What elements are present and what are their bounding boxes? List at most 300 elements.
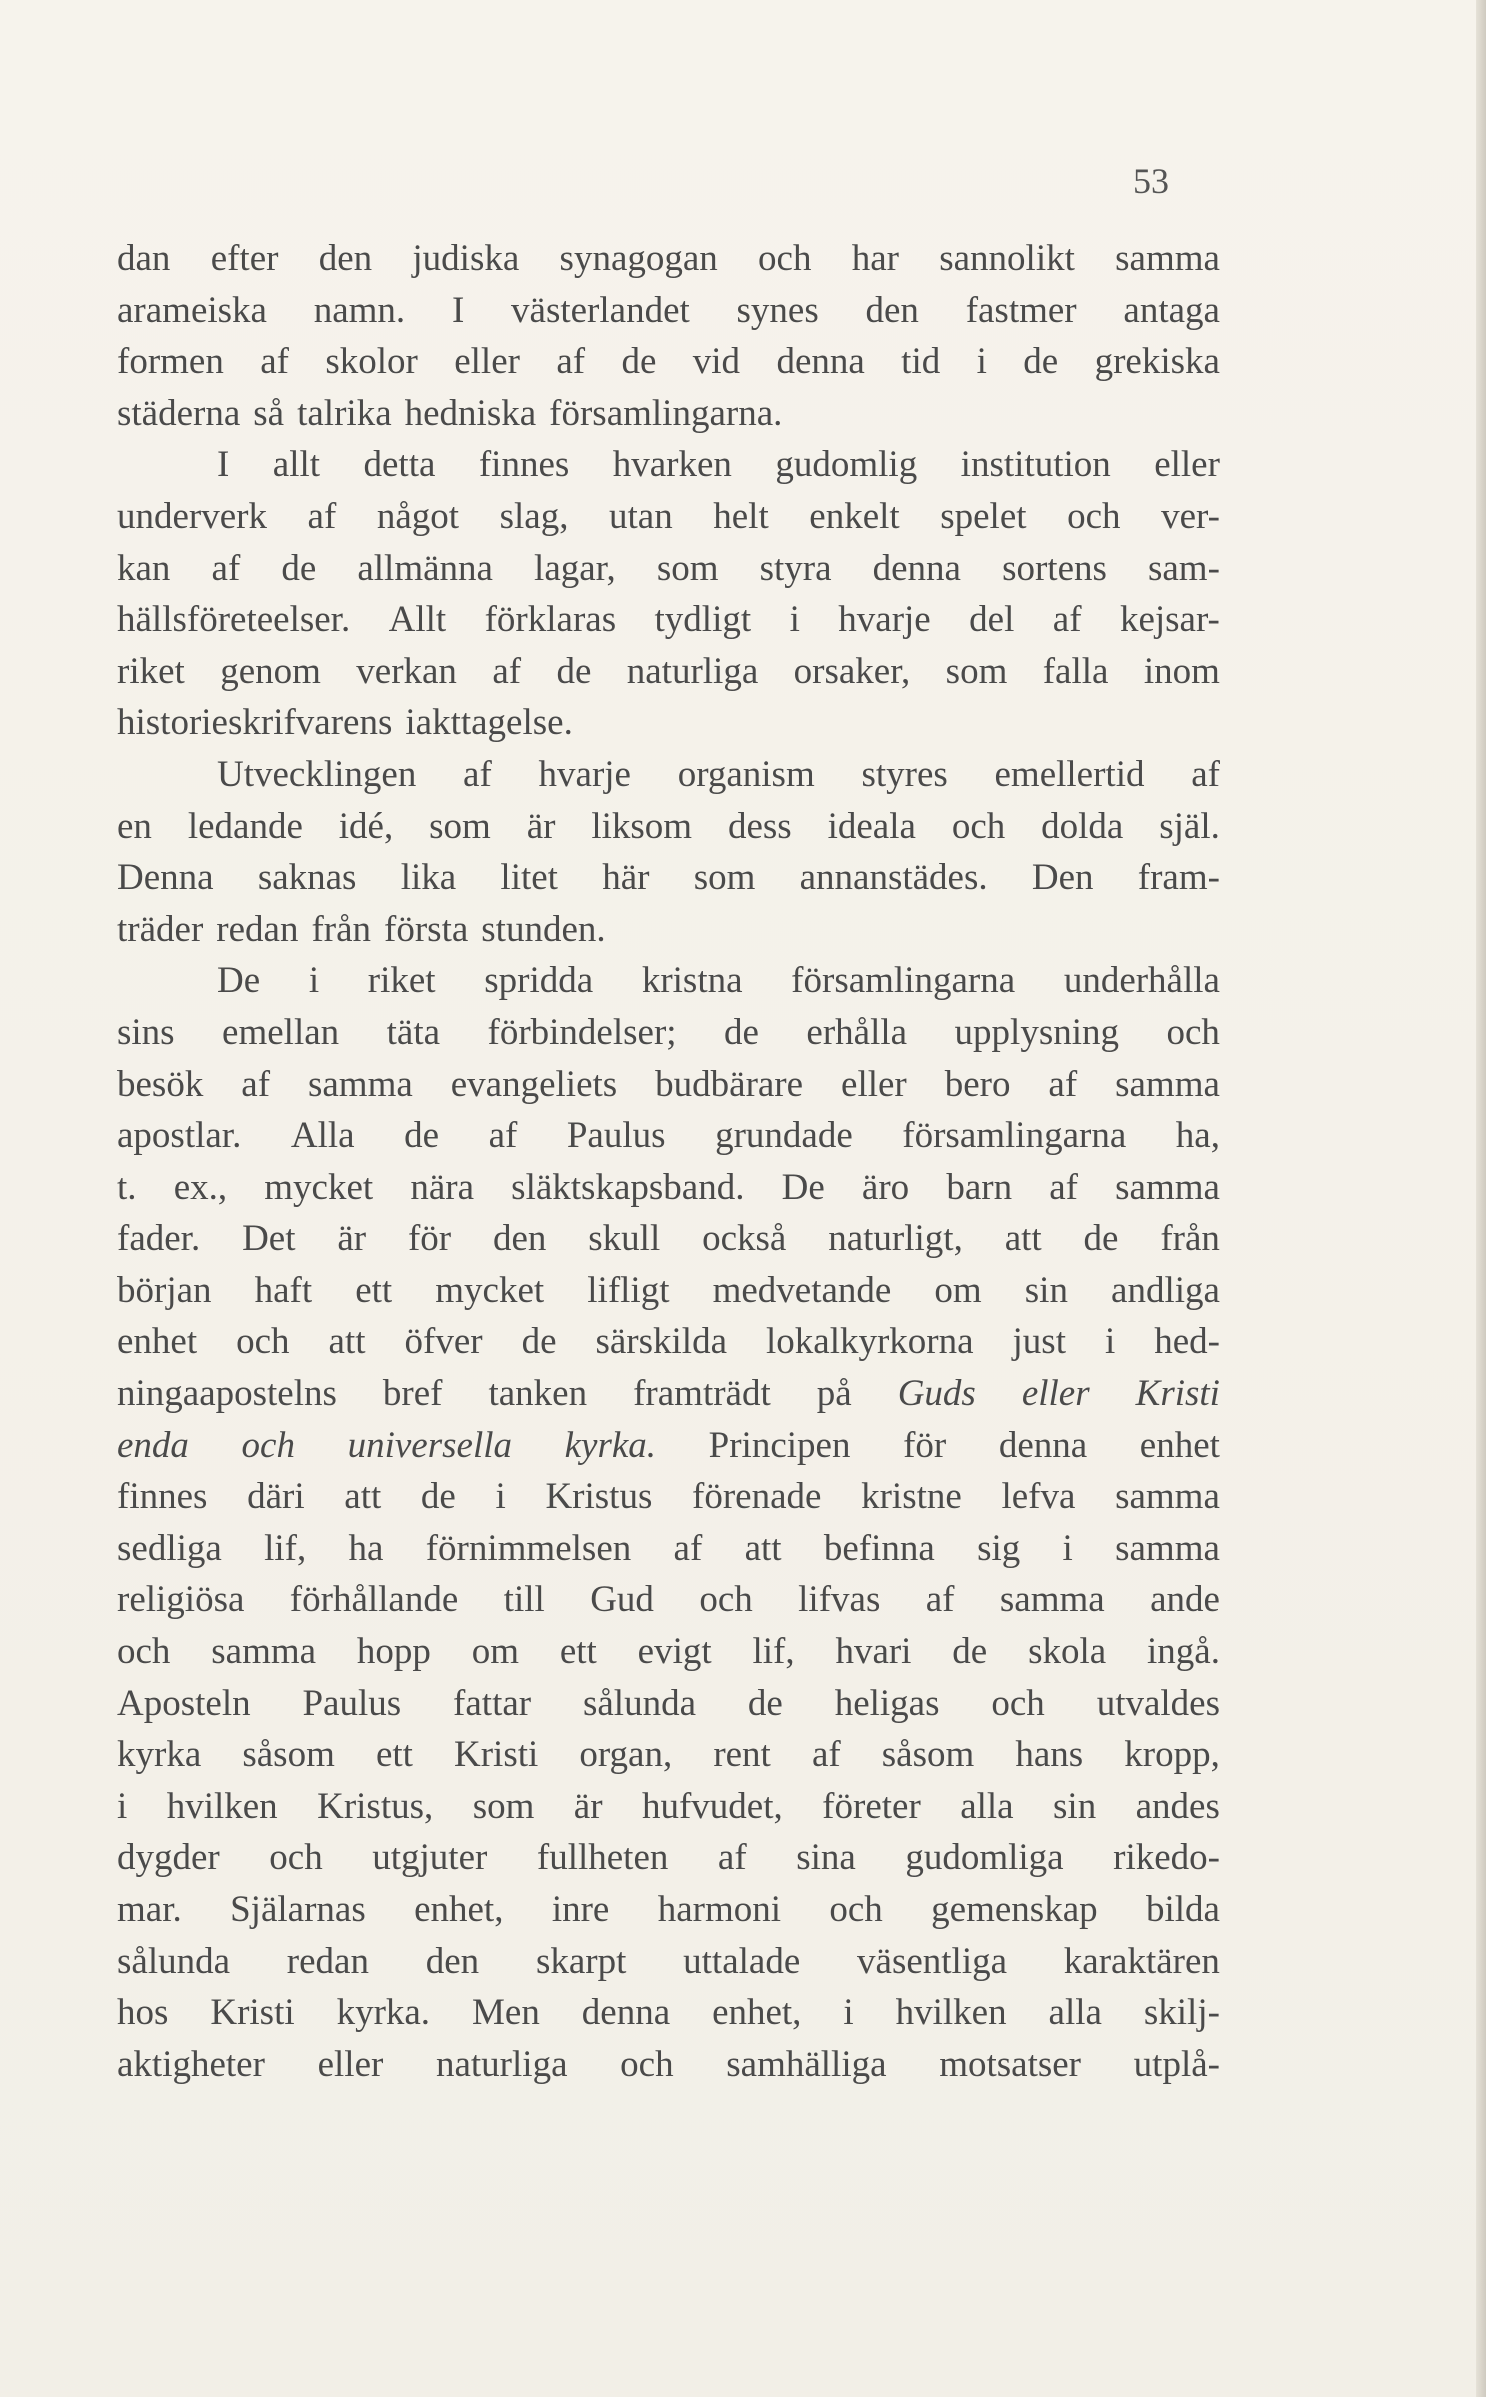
word: de xyxy=(420,1476,456,1518)
word: företer xyxy=(822,1785,921,1827)
word: och xyxy=(1166,1011,1220,1053)
text-line xyxy=(117,439,1220,491)
word: lokalkyrkorna xyxy=(766,1321,974,1363)
word: lifligt xyxy=(587,1269,670,1311)
word: fader. xyxy=(117,1218,201,1260)
word: samma xyxy=(999,1579,1105,1621)
word: Kristi xyxy=(454,1734,539,1776)
word: framträdt xyxy=(633,1373,771,1415)
word: fattar xyxy=(453,1682,532,1724)
word: skolor xyxy=(325,341,418,383)
word: inre xyxy=(551,1889,610,1930)
word: sins xyxy=(117,1011,175,1053)
word: skull xyxy=(588,1218,661,1260)
word: västerlandet xyxy=(511,289,690,331)
word: tydligt xyxy=(654,599,752,641)
word: utvaldes xyxy=(1096,1682,1220,1724)
word: samma xyxy=(307,1063,413,1105)
word: spelet xyxy=(940,495,1027,537)
word: Paulus xyxy=(302,1682,402,1724)
word: haft xyxy=(254,1269,313,1311)
text-line xyxy=(117,1213,1220,1265)
word: de xyxy=(404,1115,440,1157)
word: och xyxy=(1067,495,1121,537)
word: för xyxy=(903,1424,947,1466)
word: dess xyxy=(727,805,792,847)
word: att xyxy=(744,1527,782,1569)
word: samma xyxy=(1115,238,1220,279)
word: utan xyxy=(609,495,673,537)
word: lifvas xyxy=(798,1579,881,1621)
word: utgjuter xyxy=(372,1837,488,1879)
word: förnimmelsen xyxy=(425,1527,632,1569)
word: ingå. xyxy=(1147,1631,1220,1673)
word: också xyxy=(702,1218,787,1260)
word: ande xyxy=(1150,1579,1220,1621)
word: hvilken xyxy=(895,1992,1007,2034)
word: orsaker, xyxy=(793,650,911,692)
word: Kristus xyxy=(545,1476,653,1518)
word: och xyxy=(620,2043,674,2085)
word: af xyxy=(717,1837,747,1879)
word: utplå- xyxy=(1133,2043,1220,2085)
text-line xyxy=(117,1523,1220,1575)
word: täta xyxy=(386,1011,441,1053)
word: dolda xyxy=(1041,805,1124,847)
word: just xyxy=(1012,1321,1066,1363)
italic-word: eller xyxy=(1021,1373,1090,1415)
word: och xyxy=(699,1579,753,1621)
text-line xyxy=(117,1729,1220,1781)
word: hed- xyxy=(1154,1321,1220,1363)
word: däri xyxy=(247,1476,305,1518)
word: befinna xyxy=(823,1527,935,1569)
word: organism xyxy=(677,753,815,795)
word: aktigheter xyxy=(117,2043,265,2085)
word: den xyxy=(865,289,919,331)
word: förbindelser; xyxy=(487,1011,677,1053)
word: Aposteln xyxy=(117,1682,251,1724)
word: eller xyxy=(841,1063,907,1105)
word: hos xyxy=(117,1992,169,2034)
word: sedliga xyxy=(117,1527,222,1569)
word: lif, xyxy=(752,1631,795,1673)
word: sam- xyxy=(1147,547,1220,589)
word: grekiska xyxy=(1094,341,1220,383)
word: denna xyxy=(776,341,865,383)
word: en xyxy=(117,805,152,847)
text-line xyxy=(117,1162,1220,1214)
text-line xyxy=(117,336,1220,388)
word: till xyxy=(503,1579,545,1621)
word: De xyxy=(781,1166,825,1208)
word: mycket xyxy=(264,1166,374,1208)
word: af xyxy=(1048,1063,1078,1105)
word: underverk xyxy=(117,495,267,537)
word: medvetande xyxy=(712,1269,892,1311)
word: samma xyxy=(1115,1063,1220,1105)
word: gudomlig xyxy=(775,444,918,486)
word: emellan xyxy=(222,1011,340,1053)
word: fastmer xyxy=(965,289,1077,331)
word: Paulus xyxy=(566,1115,666,1157)
word: om xyxy=(471,1631,520,1673)
word: Alla xyxy=(290,1115,355,1157)
word: är xyxy=(526,805,556,847)
word: apostlar. xyxy=(117,1115,242,1157)
word: riket xyxy=(117,650,185,692)
word: eller xyxy=(1154,444,1220,486)
word: denna xyxy=(998,1424,1088,1466)
word: kyrka xyxy=(117,1734,202,1776)
page-number: 53 xyxy=(1133,161,1169,201)
word: af xyxy=(1052,599,1082,641)
word: allmänna xyxy=(357,547,493,589)
word: alla xyxy=(960,1785,1014,1827)
word: och xyxy=(991,1682,1045,1724)
word: början xyxy=(117,1269,212,1311)
word: rent xyxy=(713,1734,771,1776)
word: synagogan xyxy=(559,238,718,279)
word: naturliga xyxy=(626,650,759,692)
word: erhålla xyxy=(806,1011,908,1053)
word: förklaras xyxy=(484,599,617,641)
word: af xyxy=(463,753,492,795)
word: af xyxy=(811,1734,841,1776)
word: synes xyxy=(736,289,819,331)
word: denna xyxy=(581,1992,671,2034)
word: antaga xyxy=(1123,289,1220,331)
word: af xyxy=(1191,753,1220,795)
word: Själarnas xyxy=(230,1889,366,1930)
text-line xyxy=(117,801,1220,853)
word: och xyxy=(951,805,1006,847)
word: af xyxy=(211,547,241,589)
text-line xyxy=(117,1368,1220,1420)
word: Allt xyxy=(388,599,447,641)
text-line xyxy=(117,491,1220,543)
word: gemenskap xyxy=(931,1889,1098,1930)
text-line xyxy=(117,1936,1220,1988)
word: af xyxy=(673,1527,703,1569)
word: och xyxy=(269,1837,323,1879)
italic-word: Guds xyxy=(897,1373,976,1415)
word: i xyxy=(117,1785,128,1827)
word: tanken xyxy=(488,1373,588,1415)
word: judiska xyxy=(412,238,520,279)
word: grundade xyxy=(715,1115,853,1157)
italic-word: kyrka. xyxy=(564,1424,657,1466)
word: och xyxy=(829,1889,883,1930)
word: församlingarna. xyxy=(549,392,783,434)
word: har xyxy=(851,238,899,279)
word: fram- xyxy=(1137,857,1220,899)
word: om xyxy=(934,1269,982,1311)
word: hans xyxy=(1015,1734,1084,1776)
word: som xyxy=(472,1785,535,1827)
word: träder xyxy=(117,908,204,950)
word: enhet xyxy=(117,1321,198,1363)
word: hopp xyxy=(356,1631,431,1673)
italic-word: universella xyxy=(347,1424,512,1466)
word: de xyxy=(952,1631,988,1673)
word: så xyxy=(253,392,285,434)
word: är xyxy=(337,1218,367,1260)
word: De xyxy=(217,960,261,1002)
word: upplysning xyxy=(954,1011,1120,1053)
word: väsentliga xyxy=(857,1940,1008,1982)
text-line xyxy=(117,1110,1220,1162)
word: samma xyxy=(1115,1527,1220,1569)
word: hufvudet, xyxy=(641,1785,783,1827)
word: rikedo- xyxy=(1113,1837,1220,1879)
word: ideala xyxy=(827,805,916,847)
word: andliga xyxy=(1111,1269,1220,1311)
word: nära xyxy=(410,1166,475,1208)
word: iakttagelse. xyxy=(405,702,573,744)
word: äro xyxy=(861,1166,910,1208)
word: af xyxy=(260,341,289,383)
word: kyrka. xyxy=(336,1992,431,2034)
word: ett xyxy=(355,1269,393,1311)
word: Kristi xyxy=(210,1992,295,2034)
word: i xyxy=(1062,1527,1073,1569)
word: hedniska xyxy=(404,392,537,434)
word: redan xyxy=(286,1940,369,1982)
word: är xyxy=(573,1785,603,1827)
word: saknas xyxy=(257,857,357,899)
word: i xyxy=(789,599,800,641)
word: gudomliga xyxy=(905,1837,1064,1879)
word: från xyxy=(311,908,372,950)
word: kristne xyxy=(861,1476,962,1518)
word: städerna xyxy=(117,392,241,434)
word: samma xyxy=(1115,1476,1220,1518)
word: sina xyxy=(796,1837,856,1879)
word: riket xyxy=(367,960,436,1002)
word: i xyxy=(495,1476,506,1518)
text-line xyxy=(117,594,1220,646)
word: emellertid xyxy=(994,753,1145,795)
word: den xyxy=(492,1218,547,1260)
word: hvarje xyxy=(838,599,931,641)
word: evangeliets xyxy=(450,1063,618,1105)
word: dan xyxy=(117,238,171,279)
word: finnes xyxy=(117,1476,208,1518)
word: församlingarna xyxy=(791,960,1016,1002)
italic-word: enda xyxy=(117,1424,189,1466)
text-line xyxy=(117,1420,1220,1472)
word: Denna xyxy=(117,857,214,899)
word: mycket xyxy=(435,1269,545,1311)
word: den xyxy=(425,1940,480,1982)
word: slag, xyxy=(499,495,569,537)
word: sin xyxy=(1024,1269,1068,1311)
word: andes xyxy=(1135,1785,1220,1827)
word: förenade xyxy=(692,1476,822,1518)
word: de xyxy=(1023,341,1059,383)
word: att xyxy=(344,1476,382,1518)
word: ett xyxy=(559,1631,597,1673)
word: del xyxy=(969,599,1015,641)
word: historieskrifvarens xyxy=(117,702,393,744)
word: kristna xyxy=(641,960,743,1002)
word: Utvecklingen xyxy=(217,753,417,795)
text-line xyxy=(117,1678,1220,1730)
text-line xyxy=(117,233,1220,285)
word: för xyxy=(407,1218,452,1260)
word: denna xyxy=(872,547,961,589)
word: sålunda xyxy=(582,1682,696,1724)
word: sig xyxy=(977,1527,1021,1569)
text-line xyxy=(117,697,1220,749)
word: kropp, xyxy=(1124,1734,1220,1776)
word: hällsföreteelser. xyxy=(117,599,351,641)
word: samma xyxy=(1115,1166,1220,1208)
word: enhet, xyxy=(712,1992,802,2034)
word: bero xyxy=(944,1063,1011,1105)
word: besök xyxy=(117,1063,204,1105)
word: i xyxy=(1104,1321,1116,1363)
word: samhälliga xyxy=(726,2043,887,2085)
word: efter xyxy=(210,238,279,279)
text-line xyxy=(117,1626,1220,1678)
body-text xyxy=(117,233,1220,2090)
word: första xyxy=(384,908,469,950)
word: lif, xyxy=(264,1527,307,1569)
word: på xyxy=(816,1373,852,1415)
text-line xyxy=(117,543,1220,595)
text-line xyxy=(117,285,1220,337)
word: själ. xyxy=(1159,805,1220,847)
word: arameiska xyxy=(117,289,267,331)
word: allt xyxy=(272,444,321,486)
word: sin xyxy=(1053,1785,1097,1827)
word: såsom xyxy=(881,1734,975,1776)
word: och xyxy=(236,1321,290,1363)
word: annanstädes. xyxy=(799,857,988,899)
word: församlingarna xyxy=(902,1115,1127,1157)
word: ver- xyxy=(1161,495,1220,537)
word: vid xyxy=(692,341,741,383)
word: den xyxy=(318,238,373,279)
word: styra xyxy=(759,547,832,589)
text-line xyxy=(117,2039,1220,2091)
word: som xyxy=(693,857,756,899)
word: skilj- xyxy=(1143,1992,1220,2034)
word: af xyxy=(488,1115,518,1157)
word: de xyxy=(1083,1218,1119,1260)
word: Den xyxy=(1031,857,1094,899)
word: som xyxy=(656,547,719,589)
word: t. xyxy=(117,1166,137,1208)
word: bref xyxy=(382,1373,443,1415)
word: hvilken xyxy=(166,1785,278,1827)
text-line xyxy=(117,1987,1220,2039)
word: af xyxy=(307,495,337,537)
word: de xyxy=(747,1682,783,1724)
word: ningaapostelns xyxy=(117,1373,337,1415)
text-line xyxy=(117,852,1220,904)
word: hvarje xyxy=(538,753,631,795)
page-edge xyxy=(1476,0,1486,2397)
word: släktskapsband. xyxy=(511,1166,745,1208)
word: lefva xyxy=(1001,1476,1076,1518)
word: förhållande xyxy=(289,1579,459,1621)
word: samma xyxy=(211,1631,317,1673)
word: evigt xyxy=(637,1631,712,1673)
word: helt xyxy=(713,495,769,537)
word: ha, xyxy=(1175,1115,1220,1157)
italic-word: och xyxy=(241,1424,295,1466)
word: af xyxy=(925,1579,955,1621)
word: eller xyxy=(317,2043,384,2085)
word: uttalade xyxy=(683,1940,801,1982)
word: Men xyxy=(472,1992,540,2034)
word: de xyxy=(281,547,317,589)
text-line xyxy=(117,955,1220,1007)
text-line xyxy=(117,904,1220,956)
word: karaktären xyxy=(1063,1940,1220,1982)
word: skola xyxy=(1028,1631,1107,1673)
word: lika xyxy=(400,857,457,899)
word: verkan xyxy=(356,650,457,692)
word: Principen xyxy=(708,1424,851,1466)
word: falla xyxy=(1042,650,1109,692)
word: här xyxy=(602,857,650,899)
word: de xyxy=(521,1321,557,1363)
word: detta xyxy=(363,444,436,486)
word: något xyxy=(376,495,460,537)
word: af xyxy=(492,650,522,692)
word: och xyxy=(117,1631,171,1673)
word: namn. xyxy=(313,289,406,331)
word: litet xyxy=(500,857,558,899)
word: hvarken xyxy=(612,444,732,486)
text-line xyxy=(117,1059,1220,1111)
text-line xyxy=(117,1781,1220,1833)
text-line xyxy=(117,1007,1220,1059)
word: skarpt xyxy=(535,1940,627,1982)
word: motsatser xyxy=(939,2043,1082,2085)
word: i xyxy=(976,341,987,383)
text-line xyxy=(117,1316,1220,1368)
word: lagar, xyxy=(534,547,616,589)
text-line xyxy=(117,388,1220,440)
word: af xyxy=(1049,1166,1078,1208)
word: heligas xyxy=(834,1682,940,1724)
word: kejsar- xyxy=(1119,599,1220,641)
word: ledande xyxy=(187,805,303,847)
word: ex., xyxy=(173,1166,228,1208)
word: att xyxy=(328,1321,366,1363)
word: barn xyxy=(946,1166,1013,1208)
text-line xyxy=(117,1471,1220,1523)
word: de xyxy=(724,1011,759,1053)
word: såsom xyxy=(242,1734,335,1776)
word: naturligt, xyxy=(828,1218,963,1260)
word: bilda xyxy=(1145,1889,1220,1930)
text-line xyxy=(117,646,1220,698)
word: naturliga xyxy=(435,2043,568,2085)
word: alla xyxy=(1048,1992,1102,2034)
text-line xyxy=(117,1832,1220,1884)
word: Gud xyxy=(590,1579,654,1621)
word: som xyxy=(945,650,1008,692)
word: budbärare xyxy=(655,1063,804,1105)
word: enhet xyxy=(1139,1424,1220,1466)
italic-word: Kristi xyxy=(1135,1373,1220,1415)
